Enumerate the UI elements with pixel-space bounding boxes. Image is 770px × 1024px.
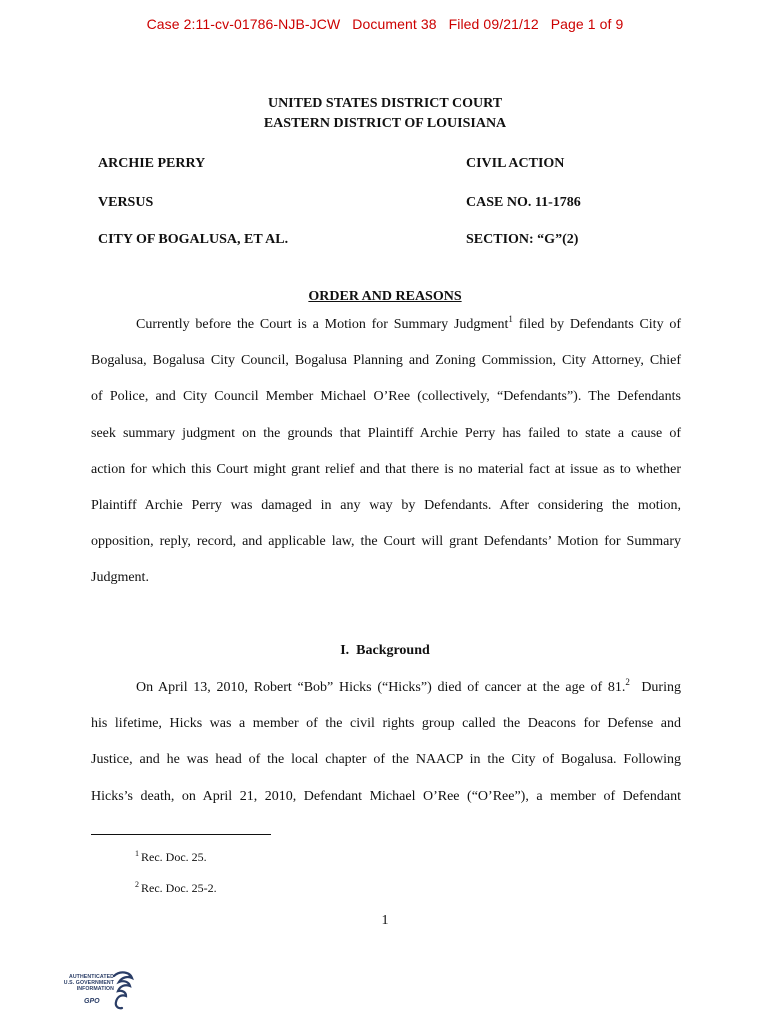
court-name	[0, 94, 770, 134]
paragraph-line: Plaintiff Archie Perry was damaged in any way by Defendants. After considering the motion,	[91, 498, 681, 514]
footnote-ref-2: 2	[625, 677, 630, 687]
court-line-2: EASTERN DISTRICT OF LOUISIANA	[263, 116, 507, 131]
versus-label: VERSUS	[98, 195, 154, 210]
court-line-1: UNITED STATES DISTRICT COURT	[267, 96, 503, 111]
paragraph-line: Hicks’s death, on April 21, 2010, Defendant Michael O’Ree (“O’Ree”), a member of Defendant	[91, 788, 681, 804]
section-label: SECTION: “G”(2)	[466, 232, 579, 247]
footnote-ref-1: 1	[508, 314, 513, 324]
paragraph-line: his lifetime, Hicks was a member of the civil rights group called the Deacons for Defense and	[91, 716, 681, 732]
page-number: 1	[381, 913, 389, 928]
case-header: Case 2:11-cv-01786-NJB-JCW Document 38 Filed 09/21/12 Page 1 of 9	[146, 16, 624, 32]
defendant-name: CITY OF BOGALUSA, ET AL.	[98, 232, 289, 247]
case-number: CASE NO. 11-1786	[466, 195, 581, 210]
eagle-icon	[110, 970, 134, 1010]
paragraph-line: of Police, and City Council Member Michael O’Ree (collectively, “Defendants”). The Defendants	[91, 389, 681, 405]
paragraph-line: Currently before the Court is a Motion for Summary Judgment$^1$ filed by Defendants City of	[136, 314, 682, 332]
paragraph-line: Judgment.	[91, 570, 149, 586]
paragraph-line: action for which this Court might grant relief and that there is no material fact at issue as to whether	[91, 461, 681, 477]
paragraph-line: opposition, reply, record, and applicable law, the Court will grant Defendants’ Motion for Summary	[91, 534, 681, 550]
document-title: ORDER AND REASONS	[308, 289, 462, 304]
gpo-label: GPO	[84, 998, 100, 1005]
gpo-seal-text: AUTHENTICATED U.S. GOVERNMENT INFORMATION	[63, 974, 114, 992]
paragraph-line: seek summary judgment on the grounds that Plaintiff Archie Perry has failed to state a cause of	[91, 425, 681, 441]
gpo-authentication-seal	[44, 970, 134, 1012]
intro-paragraph	[91, 307, 681, 597]
plaintiff-name: ARCHIE PERRY	[98, 156, 206, 171]
paragraph-line: Bogalusa, Bogalusa City Council, Bogalusa Planning and Zoning Commission, City Attorney, Chief	[91, 353, 681, 369]
footnote-2: $^2$ Rec. Doc. 25-2.	[135, 880, 217, 895]
footnote-divider	[91, 834, 271, 835]
paragraph-line: Justice, and he was head of the local chapter of the NAACP in the City of Bogalusa. Following	[91, 752, 681, 768]
paragraph-line: On April 13, 2010, Robert “Bob” Hicks (“Hicks”) died of cancer at the age of 81.$^2$ During	[136, 677, 681, 695]
footnote-1: $^1$ Rec. Doc. 25.	[135, 849, 207, 864]
action-type: CIVIL ACTION	[466, 156, 565, 171]
background-paragraph	[91, 670, 681, 815]
section-heading-background: I. Background	[340, 643, 430, 658]
